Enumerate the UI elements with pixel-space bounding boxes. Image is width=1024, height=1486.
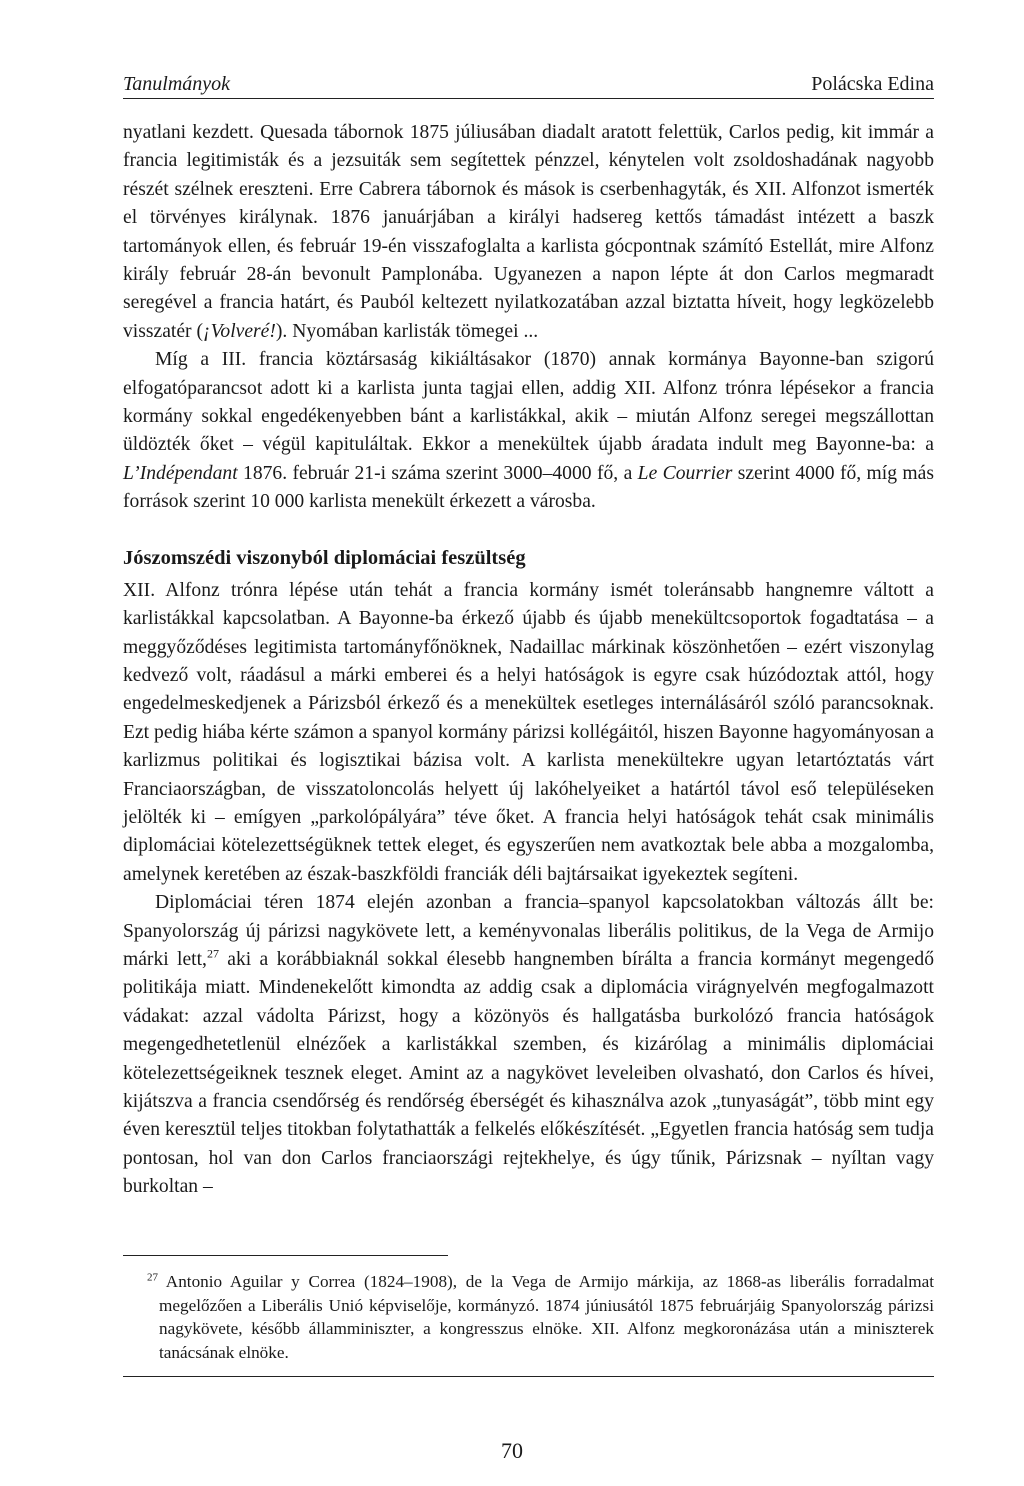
footnote-text: Antonio Aguilar y Correa (1824–1908), de la Vega de Armijo márkija, az 1868-as liberális forradalmat megelőzően a Liberális Unió képviselője, kormányzó. 1874 júniusától 1875 februárjáig Spanyolország párizsi nagykövete, később államminiszter, a kongresszus elnöke. XII. Alfonz megkoronázása után a miniszterek tanácsának elnöke. (159, 1272, 934, 1362)
header-author: Polácska Edina (811, 73, 934, 95)
header-section: Tanulmányok (123, 73, 231, 95)
bottom-rule (123, 1376, 934, 1377)
paragraph-4-text-a: Diplomáciai téren 1874 elején azonban a francia–spanyol kapcsolatokban változás állt be: Spanyolország új párizsi nagykövete lett, a keményvonalas liberális politikus, de la Vega de Armijo márki lett, (123, 892, 934, 970)
paragraph-2-italic-b: Le Courrier (637, 462, 733, 484)
paragraph-2-text-a: Míg a III. francia köztársaság kikiáltásakor (1870) annak kormánya Bayonne-ban szigorú elfogatóparancsot adott ki a karlista junta tagjai ellen, addig XII. Alfonz trónra lépésekor a francia kormány sokkal engedékenyebben bánt a karlistákkal, akik – miután Alfonz seregei megszállottan üldözték őket – végül kapituláltak. Ekkor a menekültek újabb áradata indult meg Bayonne-ba: a (123, 349, 934, 456)
page-number: 70 (501, 1438, 523, 1463)
paragraph-4 (123, 889, 934, 1201)
footnote-rule (123, 1255, 448, 1256)
running-header (123, 72, 934, 99)
paragraph-1 (123, 119, 934, 346)
paragraph-2-italic-a: L’Indépendant (123, 462, 238, 484)
paragraph-1-italic: ¡Volveré! (202, 320, 276, 342)
paragraph-2-text-b: 1876. február 21-i száma szerint 3000–4000 fő, a (237, 462, 638, 484)
paragraph-1-text: nyatlani kezdett. Quesada tábornok 1875 júliusában diadalt aratott felettük, Carlos pedig, kit immár a francia legitimisták és a jezsuiták sem segítettek pénzzel, kénytelen volt zsoldoshadának nagyobb részét szélnek ereszteni. Erre Cabrera tábornok és mások is cserbenhagyták, és XII. Alfonzot ismerték el törvényes királynak. 1876 januárjában a királyi hadsereg kettős támadást intézett a baszk tartományok ellen, és február 19-én visszafoglalta a karlista gócpontnak számító Estellát, mire Alfonz király február 28-án bevonult Pamplonába. Ugyanezen a napon lépte át don Carlos megmaradt seregével a francia határt, és Pauból keltezett nyilatkozatában azzal biztatta híveit, hogy legközelebb visszatér ( (123, 122, 934, 342)
paragraph-3: XII. Alfonz trónra lépése után tehát a francia kormány ismét toleránsabb hangnemre váltott a karlistákkal kapcsolatban. A Bayonne-ba érkező újabb és újabb menekültcsoportok fogadtatása – a meggyőződéses legitimista tartományfőnöknek, Nadaillac márkinak köszönhetően – ezért viszonylag kedvező volt, ráadásul a márki emberei és a helyi hatóságok is egyre csak húzódoztak attól, hogy engedelmeskedjenek a Párizsból érkező és a menekültek esetleges internálásáról szóló parancsoknak. Ezt pedig hiába kérte számon a spanyol kormány párizsi kollégáitól, hiszen Bayonne hagyományosan a karlizmus politikai és logisztikai bázisa volt. A karlista menekültekre ugyan letartóztatás várt Franciaországban, de visszatoloncolás helyett új lakóhelyeiket a határtól távol eső településeken jelölték ki – emígyen „parkolópályára” téve őket. A francia helyi hatóságok tehát csak minimális diplomáciai kötelezettségüknek tettek eleget, és egyszerűen nem avatkoztak bele abba a mozgalomba, amelynek keretében az észak-baszkföldi franciák déli bajtársaikat igyekeztek segíteni. (123, 579, 934, 885)
footnote-27 (123, 1270, 934, 1364)
paragraph-2 (123, 346, 934, 516)
page-body (123, 72, 934, 1202)
footnote-ref[interactable]: 27 (206, 946, 219, 961)
paragraph-2-text-c: szerint 4000 fő, míg más források szerint 10 000 karlista menekült érkezett a városba. (123, 462, 934, 513)
section-heading: Jószomszédi viszonyból diplomáciai feszültség (123, 546, 526, 569)
footnotes (123, 1255, 934, 1377)
paragraph-1-end: ). Nyomában karlisták tömegei ... (275, 320, 539, 342)
paragraph-4-text-b: aki a korábbiaknál sokkal élesebb hangnemben bírálta a francia kormányt megengedő politikája miatt. Mindenekelőtt kimondta az addig csak a diplomácia virágnyelvén megfogalmazott vádakat: azzal vádolta Párizst, hogy a közönyös és hallgatásba burkolózó francia hatóságok megengedhetetlenül elnézőek a karlistákkal szemben, és kizárólag a minimális diplomáciai kötelezettségeiknek tesznek eleget. Amint az a nagykövet leveleiben olvasható, don Carlos és hívei, kijátszva a francia csendőrség és rendőrség éberségét és kihasználva azok „tunyaságát”, több mint egy éven keresztül teljes titokban folytathatták a felkelés előkészítését. „Egyetlen francia hatóság sem tudja pontosan, hol van don Carlos franciaországi rejtekhelye, és úgy tűnik, Párizsnak – nyíltan vagy burkoltan – (123, 948, 935, 1198)
footnote-number: 27 (147, 1271, 158, 1284)
